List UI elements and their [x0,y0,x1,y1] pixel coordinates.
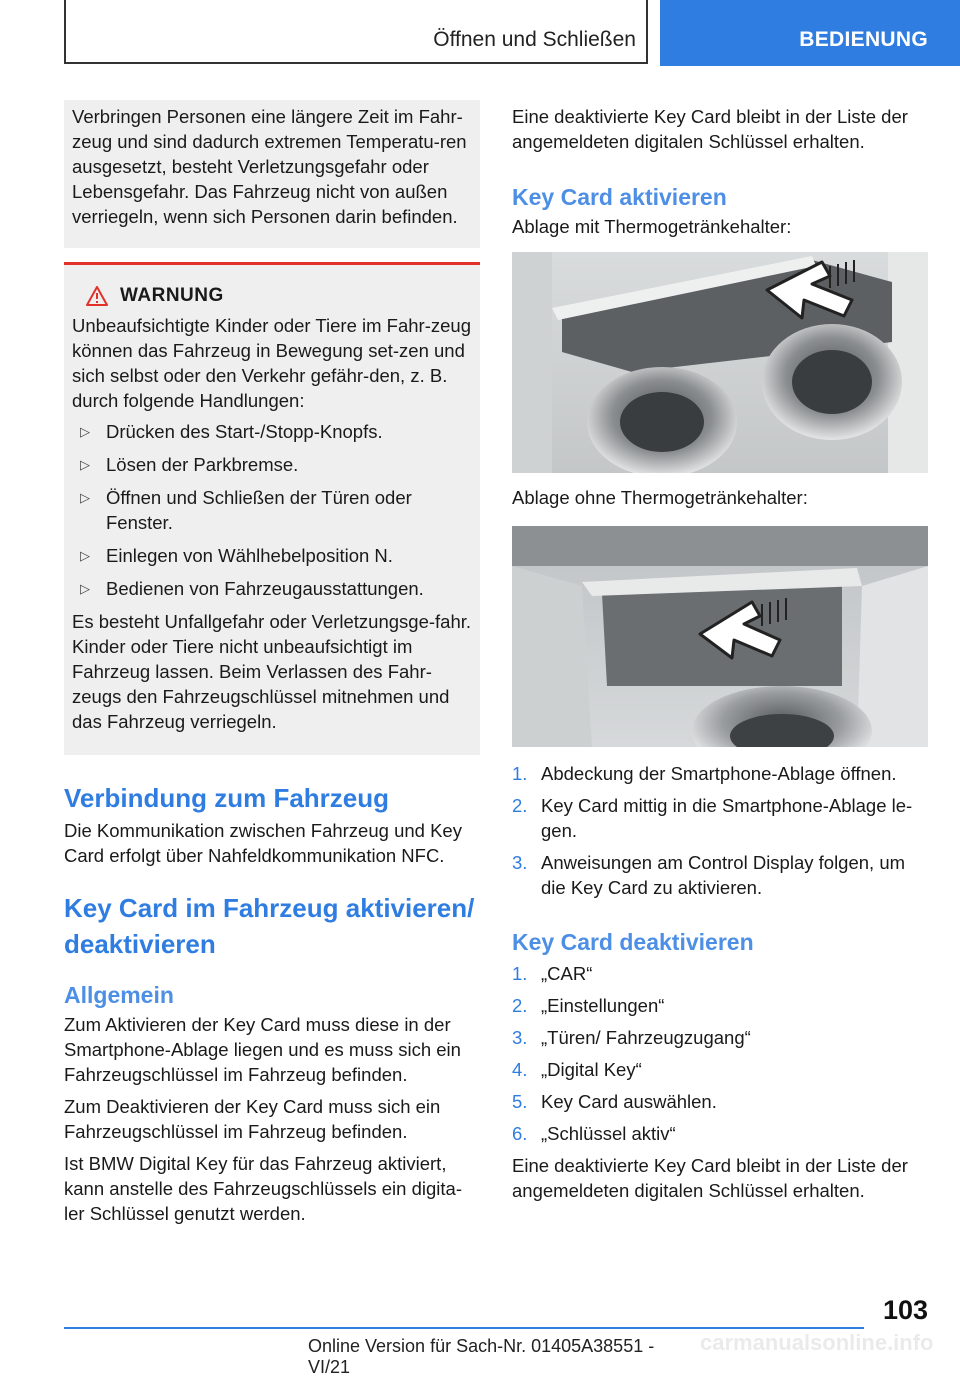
steps-activate-list [512,761,928,900]
paragraph-allgemein-3: Ist BMW Digital Key für das Fahrzeug aktiviert, kann anstelle des Fahrzeugschlüssels ein digita-ler Schlüssel genutzt werden. [64,1153,462,1224]
steps-deactivate-list [512,961,928,1146]
list-item: 2. Key Card mittig in die Smartphone-Ablage le-gen. [512,795,913,841]
bullet-triangle-icon: ▷ [80,457,90,472]
heading-verbindung: Verbindung zum Fahrzeug [64,783,390,813]
caption-with-cupholder: Ablage mit Thermogetränkehalter: [512,216,792,237]
footer-divider [64,1327,864,1329]
warning-triangle-icon [86,286,108,306]
list-item: ▷ Lösen der Parkbremse. [72,452,472,477]
list-item: ▷ Öffnen und Schließen der Türen oder Fenster. [72,485,472,535]
list-item: ▷ Einlegen von Wählhebelposition N. [72,543,472,568]
warning-outro: Es besteht Unfallgefahr oder Verletzungsge-fahr. Kinder oder Tiere nicht unbeaufsichtigt im Fahrzeug lassen. Beim Verlassen des Fahr-zeugs den Fahrzeugschlüssel mitnehmen und das Fahrzeug verriegeln. [72,611,472,732]
list-item: ▷ Bedienen von Fahrzeugausstattungen. [72,576,472,601]
list-item: ▷ Drücken des Start-/Stopp-Knopfs. [72,419,472,444]
list-item: 3. Anweisungen am Control Display folgen, um die Key Card zu aktivieren. [512,852,906,898]
paragraph-top: Eine deaktivierte Key Card bleibt in der Liste der angemeldeten digitalen Schlüssel erhalten. [512,106,908,152]
paragraph-allgemein-2: Zum Deaktivieren der Key Card muss sich ein Fahrzeugschlüssel im Fahrzeug befinden. [64,1096,441,1142]
photo-storage-without-cupholder [512,526,928,747]
warning-header [72,285,472,307]
list-item: 3. „Türen/ Fahrzeugzugang“ [512,1027,751,1048]
heading-allgemein: Allgemein [64,982,174,1008]
list-item: 2. „Einstellungen“ [512,995,665,1016]
list-item: 4. „Digital Key“ [512,1059,642,1080]
photo-storage-with-cupholder [512,252,928,473]
heading-deaktivieren: Key Card deaktivieren [512,929,754,955]
warning-title: WARNUNG [120,285,224,306]
bullet-triangle-icon: ▷ [80,424,90,439]
chapter-title: BEDIENUNG [799,28,928,51]
warning-bullet-list [72,419,472,601]
left-column [64,100,480,1226]
paragraph-allgemein-1: Zum Aktivieren der Key Card muss diese in der Smartphone-Ablage liegen und es muss sich ein Fahrzeugschlüssel im Fahrzeug befinden. [64,1014,461,1085]
right-column [512,100,928,1203]
caption-without-cupholder: Ablage ohne Thermogetränkehalter: [512,487,808,508]
paragraph-bottom: Eine deaktivierte Key Card bleibt in der Liste der angemeldeten digitalen Schlüssel erhalten. [512,1155,908,1201]
list-item: 6. „Schlüssel aktiv“ [512,1123,676,1144]
watermark: carmanualsonline.info [700,1330,934,1355]
bullet-triangle-icon: ▷ [80,581,90,596]
heading-aktivieren: Key Card aktivieren [512,184,727,210]
bullet-triangle-icon: ▷ [80,490,90,505]
list-item: 1. Abdeckung der Smartphone-Ablage öffnen. [512,763,897,784]
list-item: 1. „CAR“ [512,963,593,984]
heading-keycard: Key Card im Fahrzeug aktivieren/ deaktivieren [64,893,475,959]
list-item: 5. Key Card auswählen. [512,1091,717,1112]
bullet-triangle-icon: ▷ [80,548,90,563]
footer-text: Online Version für Sach-Nr. 01405A38551 - VI/21 [308,1336,655,1377]
paragraph-verbindung: Die Kommunikation zwischen Fahrzeug und Key Card erfolgt über Nahfeldkommunikation NFC. [64,820,462,866]
section-title: Öffnen und Schließen [433,28,636,51]
warning-box [64,262,480,755]
warning-intro: Unbeaufsichtigte Kinder oder Tiere im Fahr-zeug können das Fahrzeug in Bewegung set-zen und sich selbst oder den Verkehr gefähr-den, z. B. durch folgende Handlungen: [72,315,471,411]
page-number: 103 [882,1295,928,1325]
info-box-text: Verbringen Personen eine längere Zeit im Fahr-zeug und sind dadurch extremen Temperatu-ren ausgesetzt, besteht Verletzungsgefahr oder Lebensgefahr. Das Fahrzeug nicht von außen verriegeln, wenn sich Personen darin befinden. [72,106,467,227]
info-box [64,100,480,248]
